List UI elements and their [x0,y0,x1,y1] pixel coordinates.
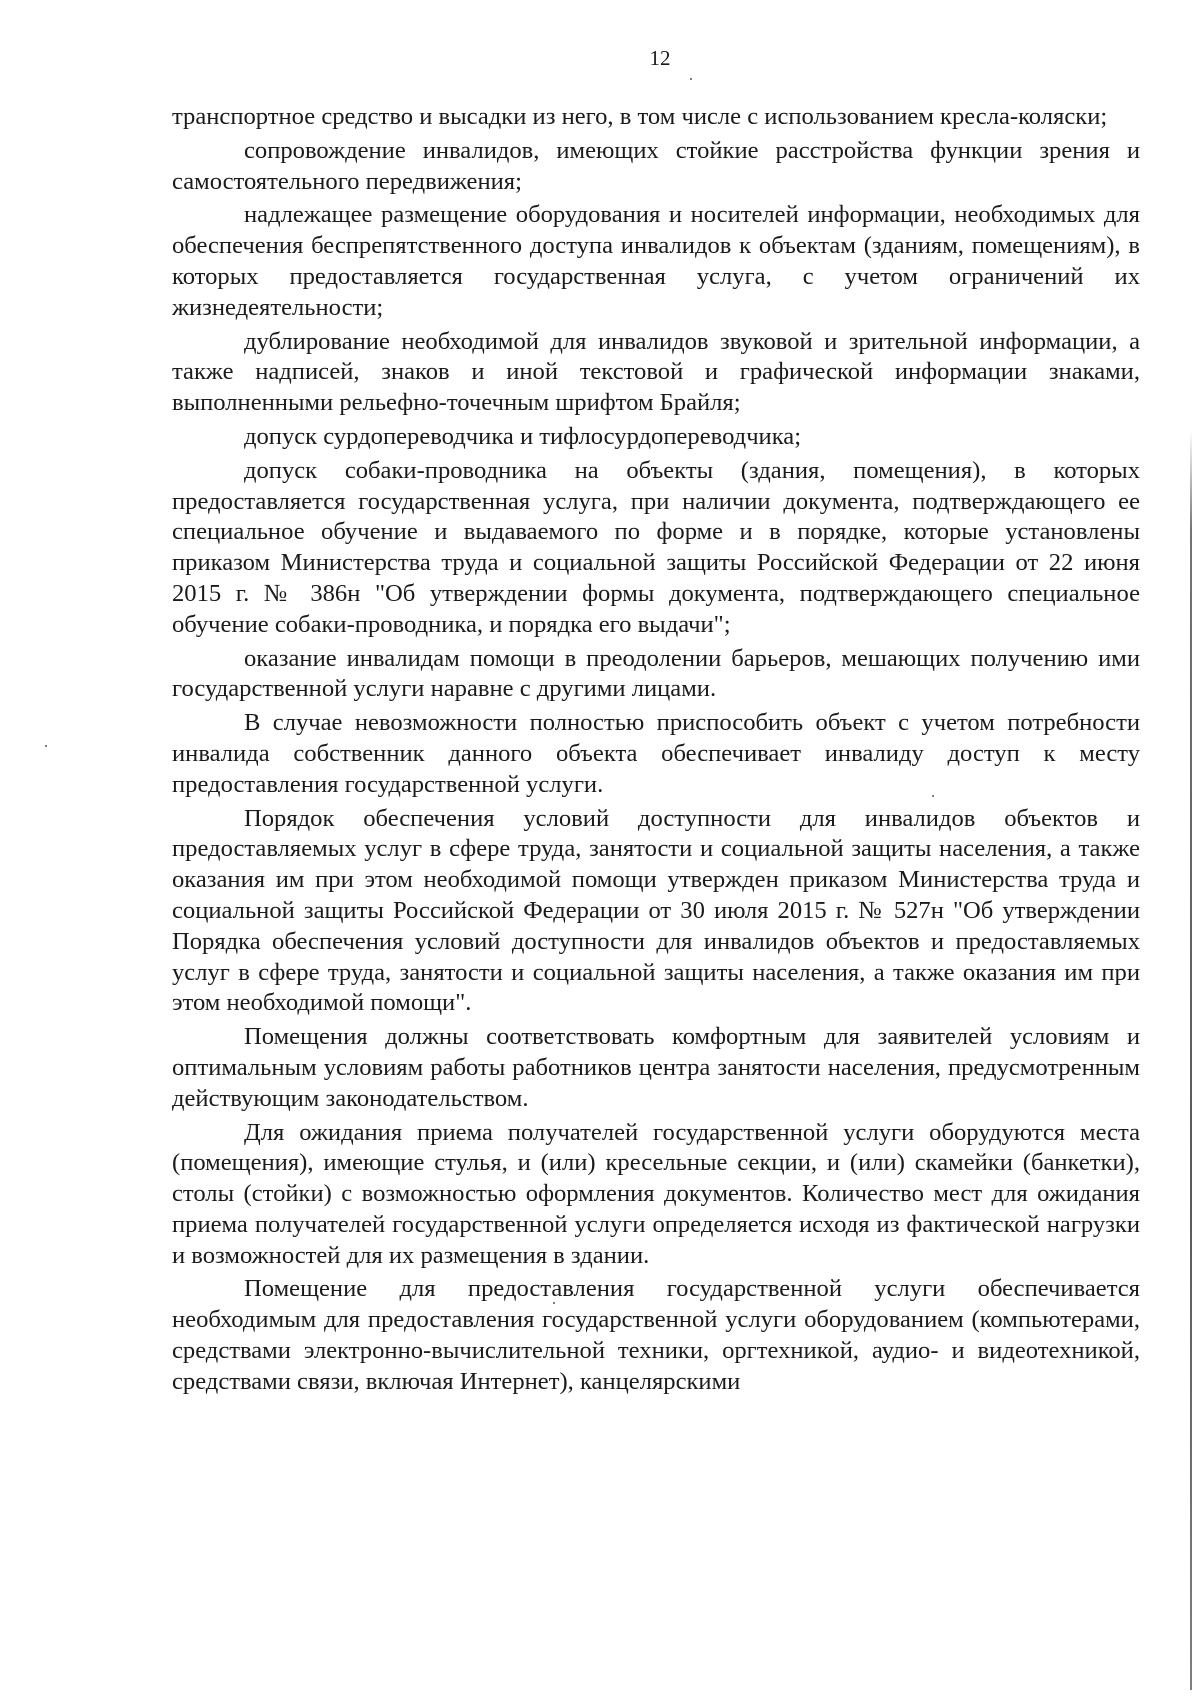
paragraph: Помещения должны соответствовать комфортным для заявителей условиям и оптимальным условиям работы работников центра занятости населения, предусмотренным действующим законодательством. [172,1023,1140,1112]
scan-speck [45,745,47,747]
paragraph: Помещение для предоставления государственной услуги обеспечивается необходимым для предоставления государственной услуги оборудованием (компьютерами, средствами электронно-вычислительной техники, оргтехникой, аудио- и видеотехникой, средствами связи, включая Интернет), канцелярскими [172,1275,1140,1395]
paragraph: допуск сурдопереводчика и тифлосурдопереводчика; [244,422,802,450]
paragraph: надлежащее размещение оборудования и носителей информации, необходимых для обеспечения беспрепятственного доступа инвалидов к объектам (зданиям, помещениям), в которых предоставляется государственная услуга, с учетом ограничений их жизнедеятельности; [172,201,1140,321]
paragraph-continued: транспортное средство и высадки из него, в том числе с использованием кресла-коляски; [172,103,1108,130]
document-body [172,102,1140,1401]
paragraph: оказание инвалидам помощи в преодолении барьеров, мешающих получению ими государственной услуги наравне с другими лицами. [172,644,1140,703]
paragraph: сопровождение инвалидов, имеющих стойкие расстройства функции зрения и самостоятельного передвижения; [172,136,1140,195]
scan-speck [690,78,692,80]
scan-speck [932,795,934,797]
page-number: 12 [649,46,671,70]
paragraph: Порядок обеспечения условий доступности для инвалидов объектов и предоставляемых услуг в сфере труда, занятости и социальной защиты населения, а также оказания им при этом необходимой помощи утвержден приказом Министерства труда и социальной защиты Российской Федерации от 30 июля 2015 г. № 527н "Об утверждении Порядка обеспечения условий доступности для инвалидов объектов и предоставляемых услуг в сфере труда, занятости и социальной защиты населения, а также оказания им при этом необходимой помощи". [172,804,1140,1017]
scan-speck [553,1302,555,1304]
paragraph: дублирование необходимой для инвалидов звуковой и зрительной информации, а также надписей, знаков и иной текстовой и графической информации знаками, выполненными рельефно-точечным шрифтом Брайля; [172,327,1140,417]
paragraph: Для ожидания приема получателей государственной услуги оборудуются места (помещения), имеющие стулья, и (или) кресельные секции, и (или) скамейки (банкетки), столы (стойки) с возможностью оформления документов. Количество мест для ожидания приема получателей государственной услуги определяется исходя из фактической нагрузки и возможностей для их размещения в здании. [172,1118,1140,1269]
scan-edge-shadow [1190,430,1192,1690]
paragraph: допуск собаки-проводника на объекты (здания, помещения), в которых предоставляется государственная услуга, при наличии документа, подтверждающего ее специальное обучение и выдаваемого по форме и в порядке, которые установлены приказом Министерства труда и социальной защиты Российской Федерации от 22 июня 2015 г. № 386н "Об утверждении формы документа, подтверждающего специальное обучение собаки-проводника, и порядка его выдачи"; [172,456,1140,638]
paragraph: В случае невозможности полностью приспособить объект с учетом потребности инвалида собственник данного объекта обеспечивает инвалиду доступ к месту предоставления государственной услуги. [172,709,1140,798]
